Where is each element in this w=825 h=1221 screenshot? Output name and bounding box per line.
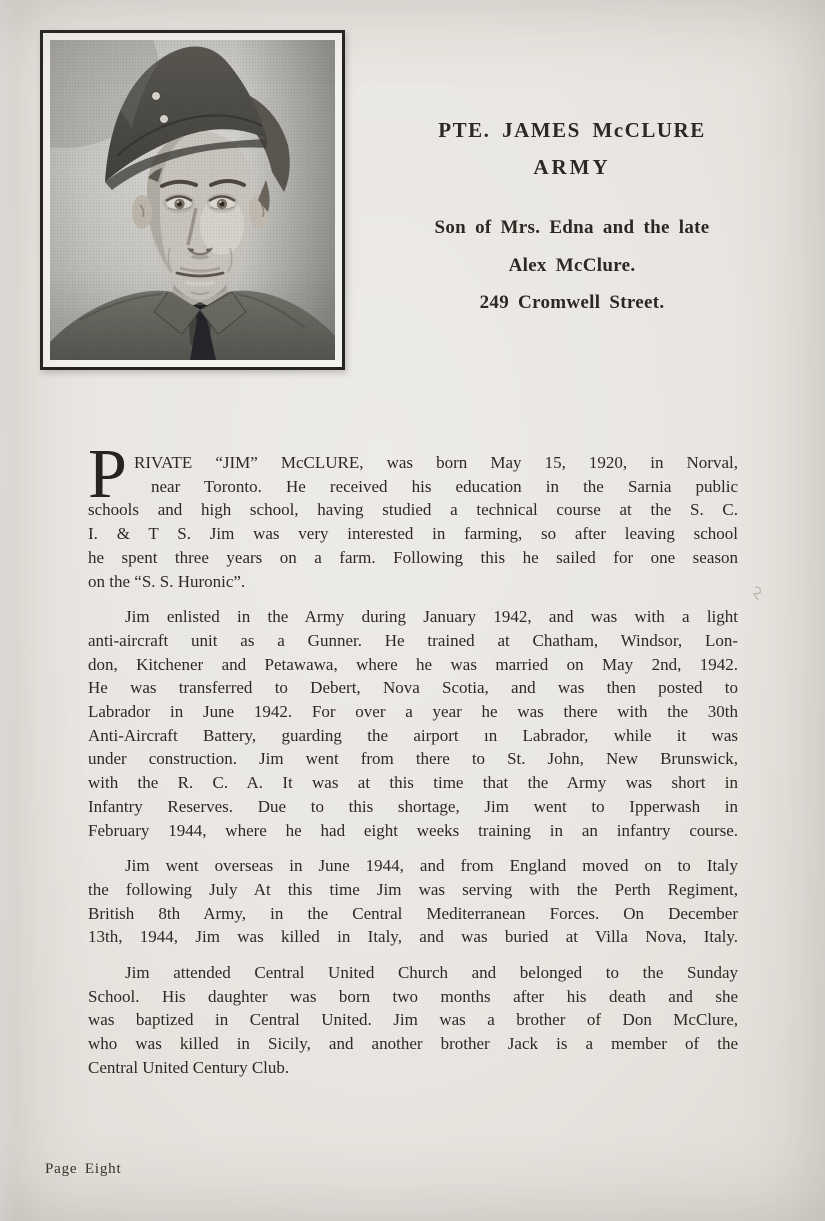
biography-text xyxy=(88,436,738,1080)
text-line: School. His daughter was born two months after his death and she xyxy=(88,986,738,1006)
paragraph-1 xyxy=(88,436,738,593)
text-line: RIVATE “JIM” McCLURE, was born May 15, 1920, in Norval, xyxy=(134,453,738,472)
text-line: he spent three years on a farm. Following this he sailed for one season xyxy=(88,547,738,567)
memorial-header xyxy=(398,117,746,322)
paragraph-lines xyxy=(88,451,738,593)
page-title: PTE. JAMES McCLURE xyxy=(438,118,706,142)
text-line: Jim enlisted in the Army during January 1942, and was with a light xyxy=(125,607,738,627)
text-line: British 8th Army, in the Central Mediterranean Forces. On December xyxy=(88,903,738,923)
text-line: He was transferred to Debert, Nova Scotia, and was then posted to xyxy=(88,678,738,698)
paragraph-lines xyxy=(88,854,738,949)
text-line: the following July At this time Jim was serving with the Perth Regiment, xyxy=(88,879,738,899)
text-line: Jim went overseas in June 1944, and from England moved on to Italy xyxy=(125,856,738,876)
service-branch: ARMY xyxy=(533,155,611,179)
text-line: who was killed in Sicily, and another brother Jack is a member of the xyxy=(88,1034,738,1054)
paragraph-lines xyxy=(88,605,738,842)
text-line: I. & T S. Jim was very interested in farming, so after leaving school xyxy=(88,524,738,544)
soldier-portrait-photo xyxy=(50,40,335,360)
text-line: anti-aircraft unit as a Gunner. He trained at Chatham, Windsor, Lon- xyxy=(88,630,738,650)
family-block xyxy=(398,209,746,322)
text-line: Jim attended Central United Church and belonged to the Sunday xyxy=(125,963,738,983)
text-line: under construction. Jim went from there to St. John, New Brunswick, xyxy=(88,749,738,769)
text-line: near Toronto. He received his education in the Sarnia public xyxy=(151,476,738,496)
text-line: schools and high school, having studied a technical course at the S. C. xyxy=(88,500,738,520)
family-line-2: Alex McClure. xyxy=(508,254,636,276)
text-line: Central United Century Club. xyxy=(88,1057,290,1077)
text-line: on the “S. S. Huronic”. xyxy=(88,571,246,591)
text-line: 13th, 1944, Jim was killed in Italy, and was buried at Villa Nova, Italy. xyxy=(88,927,738,947)
text-line: Labrador in June 1942. For over a year he was there with the 30th xyxy=(88,702,738,722)
family-line-1: Son of Mrs. Edna and the late xyxy=(434,217,710,238)
text-line: was baptized in Central United. Jim was a brother of Don McClure, xyxy=(88,1010,738,1030)
text-line: don, Kitchener and Petawawa, where he was married on May 2nd, 1942. xyxy=(88,654,738,674)
stray-pencil-mark xyxy=(750,583,772,605)
text-line: Infantry Reserves. Due to this shortage, Jim went to Ipperwash in xyxy=(88,796,738,816)
text-line: February 1944, where he had eight weeks training in an infantry course. xyxy=(88,820,738,840)
page-number: Page Eight xyxy=(45,1161,122,1177)
paragraph-2 xyxy=(88,605,738,842)
address-line: 249 Cromwell Street. xyxy=(479,292,665,313)
photo-frame xyxy=(40,30,345,370)
text-line: with the R. C. A. It was at this time that the Army was short in xyxy=(88,773,738,793)
paragraph-3 xyxy=(88,854,738,949)
drop-cap: P xyxy=(88,436,127,513)
paragraph-4 xyxy=(88,961,738,1080)
paragraph-lines xyxy=(88,961,738,1080)
text-line: Anti-Aircraft Battery, guarding the airport ın Labrador, while it was xyxy=(88,725,738,745)
